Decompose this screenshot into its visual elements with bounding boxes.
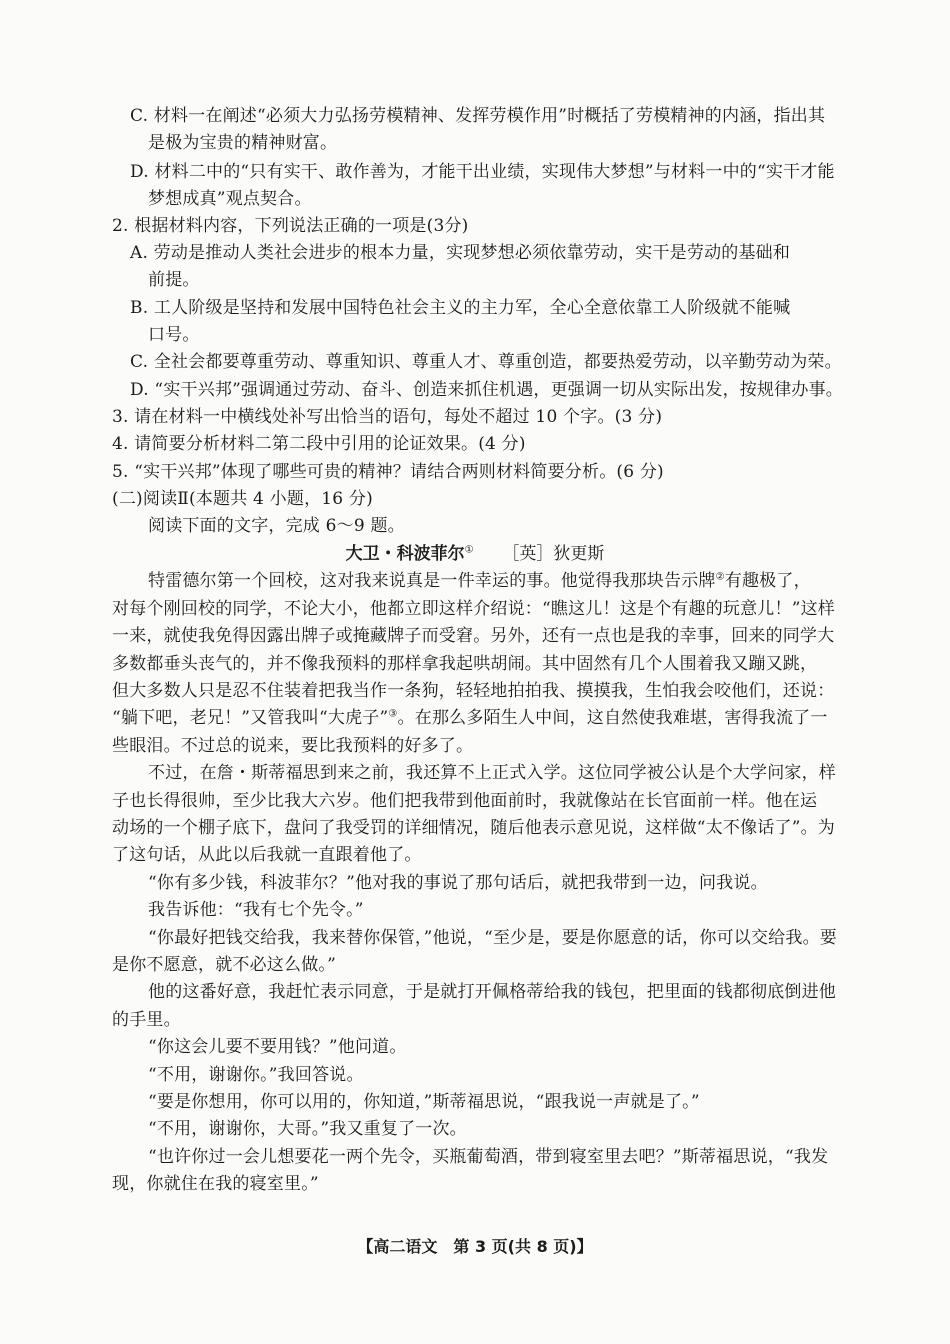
article-line: “你有多少钱，科波菲尔？”他对我的事说了那句话后，就把我带到一边，问我说。 — [148, 873, 768, 893]
article-line: 对每个刚回校的同学，不论大小，他都立即这样介绍说：“瞧这儿！这是个有趣的玩意儿！”这样 — [112, 599, 835, 619]
article-line: “要是你想用，你可以用的，你知道，”斯蒂福思说，“跟我说一声就是了。” — [148, 1092, 700, 1112]
q2-option-b-line1: B. 工人阶级是坚持和发展中国特色社会主义的主力军，全心全意依靠工人阶级就不能喊 — [130, 298, 791, 318]
title-footnote-marker: ① — [464, 544, 474, 556]
article-line: 现，你就住在我的寝室里。” — [112, 1174, 319, 1194]
article-line: “也许你过一会儿想要花一两个先令，买瓶葡萄酒，带到寝室里去吧？”斯蒂福思说，“我发 — [148, 1147, 829, 1167]
q1-option-c-line1: C. 材料一在阐述“必须大力弘扬劳模精神、发挥劳模作用”时概括了劳模精神的内涵，指出其 — [130, 106, 826, 126]
article-line: 动场的一个棚子底下，盘问了我受罚的详细情况，随后他表示意见说，这样做“太不像话了”。为 — [112, 818, 835, 838]
article-author: ［英］狄更斯 — [502, 544, 605, 564]
article-line: “你这会儿要不要用钱？”他问道。 — [148, 1037, 407, 1057]
article-line: 一来，就使我免得因露出牌子或掩藏牌子而受窘。另外，还有一点也是我的幸事，回来的同学大 — [112, 626, 835, 646]
article-title-line — [0, 542, 950, 566]
article-line: 特雷德尔第一个回校，这对我来说真是一件幸运的事。他觉得我那块告示牌②有趣极了， — [148, 571, 811, 591]
article-line: “躺下吧，老兄！”又管我叫“大虎子”③。在那么多陌生人中间，这自然使我难堪，害得我流了一 — [112, 708, 828, 728]
q1-option-d-line2: 梦想成真”观点契合。 — [148, 189, 312, 209]
page-footer: 【高二语文 第 3 页(共 8 页)】 — [357, 1237, 593, 1256]
q5: 5. “实干兴邦”体现了哪些可贵的精神？请结合两则材料简要分析。(6 分) — [112, 462, 664, 482]
article-line: 些眼泪。不过总的说来，要比我预料的好多了。 — [112, 736, 474, 756]
article-line: 的手里。 — [112, 1010, 181, 1030]
section-heading: (二)阅读Ⅱ(本题共 4 小题，16 分) — [112, 489, 373, 509]
article-title: 大卫・科波菲尔 — [345, 544, 465, 564]
article-line: “你最好把钱交给我，我来替你保管，”他说，“至少是，要是你愿意的话，你可以交给我。要 — [148, 928, 837, 948]
article-line: 但大多数人只是忍不住装着把我当作一条狗，轻轻地拍拍我、摸摸我，生怕我会咬他们，还说： — [112, 681, 835, 701]
article-line: 是你不愿意，就不必这么做。” — [112, 955, 336, 975]
article-line: “不用，谢谢你，大哥。”我又重复了一次。 — [148, 1119, 467, 1139]
q2-option-d: D. “实干兴邦”强调通过劳动、奋斗、创造来抓住机遇，更强调一切从实际出发，按规律办事。 — [130, 380, 844, 400]
q3: 3. 请在材料一中横线处补写出恰当的语句，每处不超过 10 个字。(3 分) — [112, 407, 663, 427]
q2-option-c: C. 全社会都要尊重劳动、尊重知识、尊重人才、尊重创造，都要热爱劳动，以辛勤劳动为荣。 — [130, 352, 842, 372]
article-line: 子也长得很帅，至少比我大六岁。他们把我带到他面前时，我就像站在长官面前一样。他在运 — [112, 791, 818, 811]
q2-option-a-line1: A. 劳动是推动人类社会进步的根本力量，实现梦想必须依靠劳动，实干是劳动的基础和 — [130, 243, 791, 263]
section-instruction: 阅读下面的文字，完成 6～9 题。 — [148, 516, 405, 536]
article-line: 他的这番好意，我赶忙表示同意，于是就打开佩格蒂给我的钱包，把里面的钱都彻底倒进他 — [148, 982, 836, 1002]
q1-option-d-line1: D. 材料二中的“只有实干、敢作善为，才能干出业绩，实现伟大梦想”与材料一中的“实干才能 — [130, 162, 835, 182]
article-line: “不用，谢谢你。”我回答说。 — [148, 1065, 364, 1085]
article-line: 了这句话，从此以后我就一直跟着他了。 — [112, 845, 422, 865]
article-line: 多数都垂头丧气的，并不像我预料的那样拿我起哄胡闹。其中固然有几个人围着我又蹦又跳， — [112, 654, 818, 674]
article-line: 我告诉他：“我有七个先令。” — [148, 900, 364, 920]
article-line: 不过，在詹・斯蒂福思到来之前，我还算不上正式入学。这位同学被公认是个大学问家，样 — [148, 763, 836, 783]
q4: 4. 请简要分析材料二第二段中引用的论证效果。(4 分) — [112, 434, 526, 454]
q2-option-a-line2: 前提。 — [148, 270, 200, 290]
q1-option-c-line2: 是极为宝贵的精神财富。 — [148, 133, 338, 153]
q2-option-b-line2: 口号。 — [148, 325, 200, 345]
q2-stem: 2. 根据材料内容，下列说法正确的一项是(3分) — [112, 216, 469, 236]
